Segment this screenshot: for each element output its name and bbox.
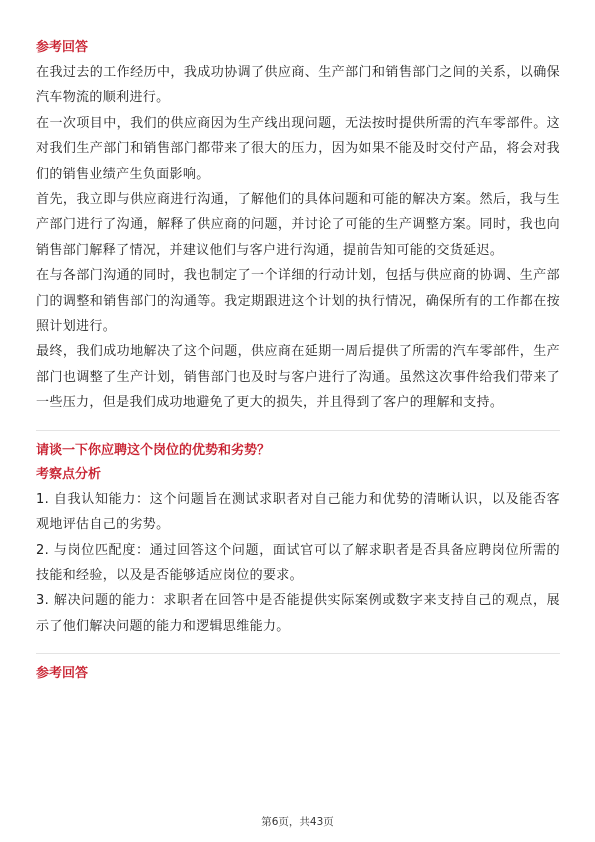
answer-paragraph: 在与各部门沟通的同时，我也制定了一个详细的行动计划，包括与供应商的协调、生产部门的调整和销售部门的沟通等。我定期跟进这个计划的执行情况，确保所有的工作都在按照计划进行。: [36, 268, 560, 335]
reference-answer-heading: 参考回答: [36, 40, 89, 55]
reference-answer-heading: 参考回答: [36, 666, 89, 682]
analysis-point: 1. 自我认知能力：这个问题旨在测试求职者对自己能力和优势的清晰认识，以及能否客观地评估自己的劣势。: [36, 491, 560, 533]
section-divider: [36, 653, 560, 654]
analysis-heading: 考察点分析: [36, 466, 102, 482]
answer-paragraph: 首先，我立即与供应商进行沟通，了解他们的具体问题和可能的解决方案。然后，我与生产部门进行了沟通，解释了供应商的问题，并讨论了可能的生产调整方案。同时，我也向销售部门解释了情况，并建议他们与客户进行沟通，提前告知可能的交货延迟。: [36, 192, 560, 258]
question-title: 请谈一下你应聘这个岗位的优势和劣势？: [36, 442, 271, 458]
analysis-point: 3. 解决问题的能力：求职者在回答中是否能提供实际案例或数字来支持自己的观点，展示了他们解决问题的能力和逻辑思维能力。: [36, 593, 560, 634]
section-divider: [36, 430, 560, 431]
analysis-point: 2. 与岗位匹配度：通过回答这个问题，面试官可以了解求职者是否具备应聘岗位所需的技能和经验，以及是否能够适应岗位的要求。: [36, 542, 560, 583]
page-content: [36, 36, 560, 686]
answer-paragraph: 在一次项目中，我们的供应商因为生产线出现问题，无法按时提供所需的汽车零部件。这对我们生产部门和销售部门都带来了很大的压力，因为如果不能及时交付产品，将会对我们的销售业绩产生负面影响。: [36, 115, 560, 182]
answer-paragraph: 最终，我们成功地解决了这个问题，供应商在延期一周后提供了所需的汽车零部件，生产部门也调整了生产计划，销售部门也及时与客户进行了沟通。虽然这次事件给我们带来了一些压力，但是我们成功地避免了更大的损失，并且得到了客户的理解和支持。: [36, 344, 560, 411]
answer-paragraph: 在我过去的工作经历中，我成功协调了供应商、生产部门和销售部门之间的关系，以确保汽车物流的顺利进行。: [36, 65, 560, 106]
page-number: 第6页，共43页: [261, 816, 334, 828]
